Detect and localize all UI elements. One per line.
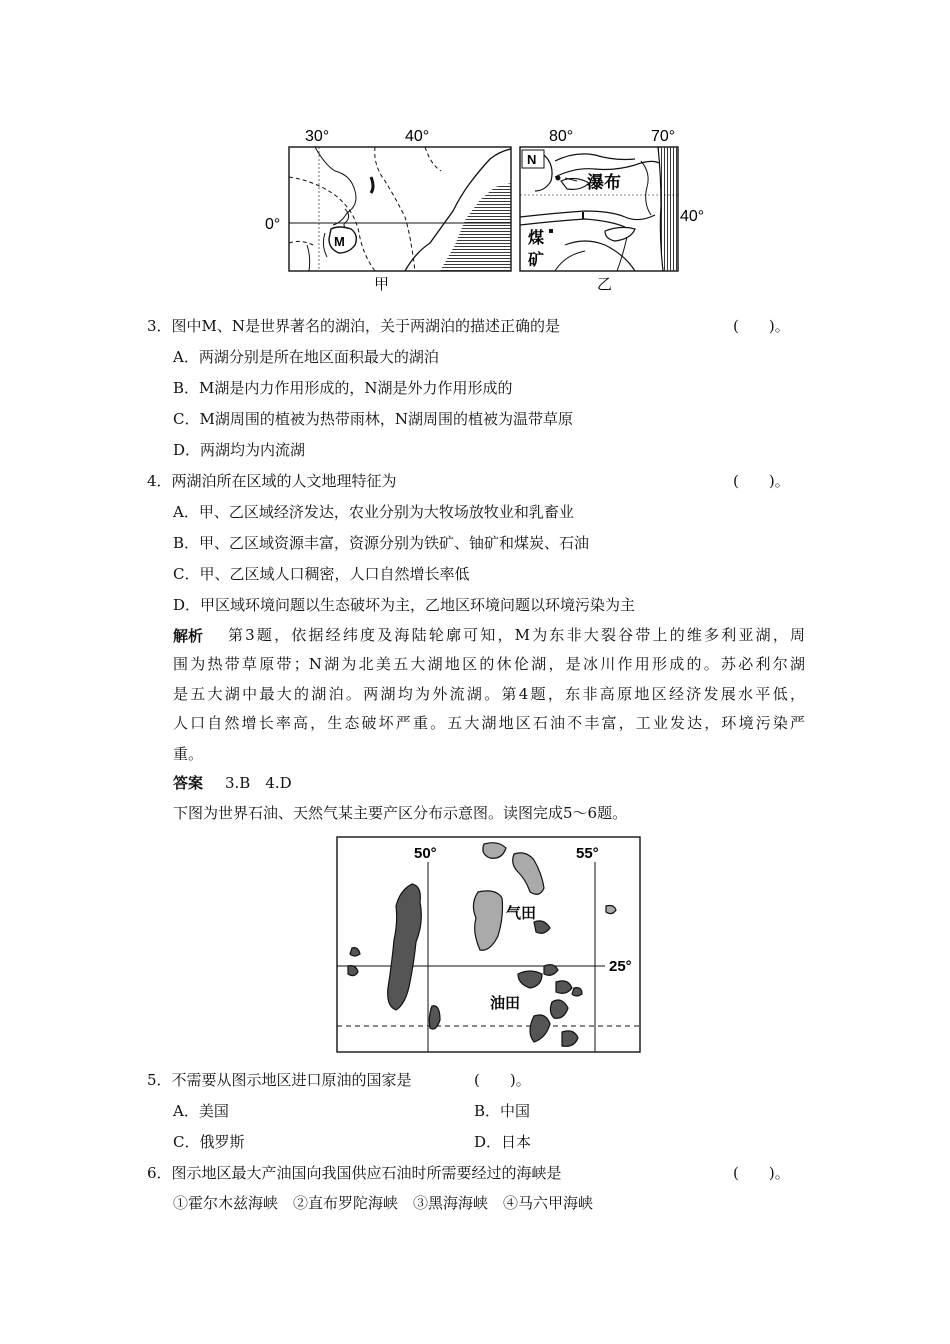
q3-option-c: C．M湖周围的植被为热带雨林，N湖周围的植被为温带草原 — [173, 410, 573, 428]
answer-label: 答案 — [173, 774, 204, 792]
q5-option-d: D．日本 — [474, 1133, 532, 1151]
fig2-gas-label: 气田 — [506, 905, 537, 922]
map-yi-lon-70: 70° — [651, 128, 676, 145]
map-yi-caption: 乙 — [597, 276, 613, 293]
q3-option-a: A．两湖分别是所在地区面积最大的湖泊 — [173, 348, 439, 366]
q5-answer-slot: ( )。 — [474, 1071, 531, 1089]
figure-lakes-maps — [255, 125, 705, 297]
map-yi-waterfall: 瀑布 — [587, 173, 621, 192]
map-jia-lat-0: 0° — [265, 216, 281, 233]
q4-option-a: A．甲、乙区域经济发达，农业分别为大牧场放牧业和乳畜业 — [173, 503, 574, 521]
map-jia-caption: 甲 — [374, 276, 390, 293]
explanation-line-5: 重。 — [173, 745, 204, 763]
explanation-line-4: 人口自然增长率高，生态破坏严重。五大湖地区石油不丰富，工业发达，环境污染严 — [173, 714, 805, 732]
q6-items: ①霍尔木兹海峡 ②直布罗陀海峡 ③黑海海峡 ④马六甲海峡 — [173, 1194, 594, 1212]
q6-stem: 6．图示地区最大产油国向我国供应石油时所需要经过的海峡是 — [147, 1164, 562, 1182]
q6-answer-slot: ( )。 — [733, 1164, 790, 1182]
explanation-line-2: 围为热带草原带；N湖为北美五大湖地区的休伦湖，是冰川作用形成的。苏必利尔湖 — [173, 655, 805, 673]
map-yi — [520, 128, 704, 293]
q4-option-c: C．甲、乙区域人口稠密，人口自然增长率低 — [173, 565, 470, 583]
map-jia-lon-40: 40° — [405, 128, 430, 145]
q4-answer-slot: ( )。 — [733, 472, 790, 490]
q5-option-a: A．美国 — [173, 1102, 229, 1120]
figure-oil-gas-map — [330, 832, 650, 1056]
q4-stem: 4．两湖泊所在区域的人文地理特征为 — [147, 472, 397, 490]
q3-answer-slot: ( )。 — [733, 317, 790, 335]
q5-option-b: B．中国 — [474, 1102, 531, 1120]
fig2-lat-25: 25° — [609, 958, 632, 975]
q5-option-c: C．俄罗斯 — [173, 1133, 245, 1151]
map-yi-coal-2: 矿 — [528, 252, 545, 269]
fig2-lon-50: 50° — [414, 845, 437, 862]
map-yi-lon-80: 80° — [549, 128, 574, 145]
map-jia — [265, 128, 511, 293]
oil-fields — [348, 884, 582, 1046]
map-yi-coal-1: 煤 — [528, 230, 545, 247]
q4-option-d: D．甲区域环境问题以生态破坏为主，乙地区环境问题以环境污染为主 — [173, 596, 636, 614]
answer-text: 3.B 4.D — [225, 774, 292, 792]
section-intro: 下图为世界石油、天然气某主要产区分布示意图。读图完成5～6题。 — [173, 804, 628, 822]
explanation-line-3: 是五大湖中最大的湖泊。两湖均为外流湖。第4题，东非高原地区经济发展水平低， — [173, 685, 805, 703]
map-jia-lon-30: 30° — [305, 128, 330, 145]
map-yi-lat-40: 40° — [680, 208, 705, 225]
q3-option-b: B．M湖是内力作用形成的，N湖是外力作用形成的 — [173, 379, 513, 397]
q5-stem: 5．不需要从图示地区进口原油的国家是 — [147, 1071, 412, 1089]
q3-stem: 3．图中M、N是世界著名的湖泊，关于两湖泊的描述正确的是 — [147, 317, 561, 335]
map-yi-lake-n: N — [527, 152, 537, 167]
fig2-lon-55: 55° — [576, 845, 599, 862]
explanation-label: 解析 — [173, 627, 204, 645]
q4-option-b: B．甲、乙区域资源丰富，资源分别为铁矿、铀矿和煤炭、石油 — [173, 534, 590, 552]
q3-option-d: D．两湖均为内流湖 — [173, 441, 306, 459]
fig2-oil-label: 油田 — [490, 995, 521, 1012]
map-jia-lake-m: M — [334, 234, 345, 249]
explanation-line-1: 第3题，依据经纬度及海陆轮廓可知，M为东非大裂谷带上的维多利亚湖，周 — [228, 626, 805, 644]
